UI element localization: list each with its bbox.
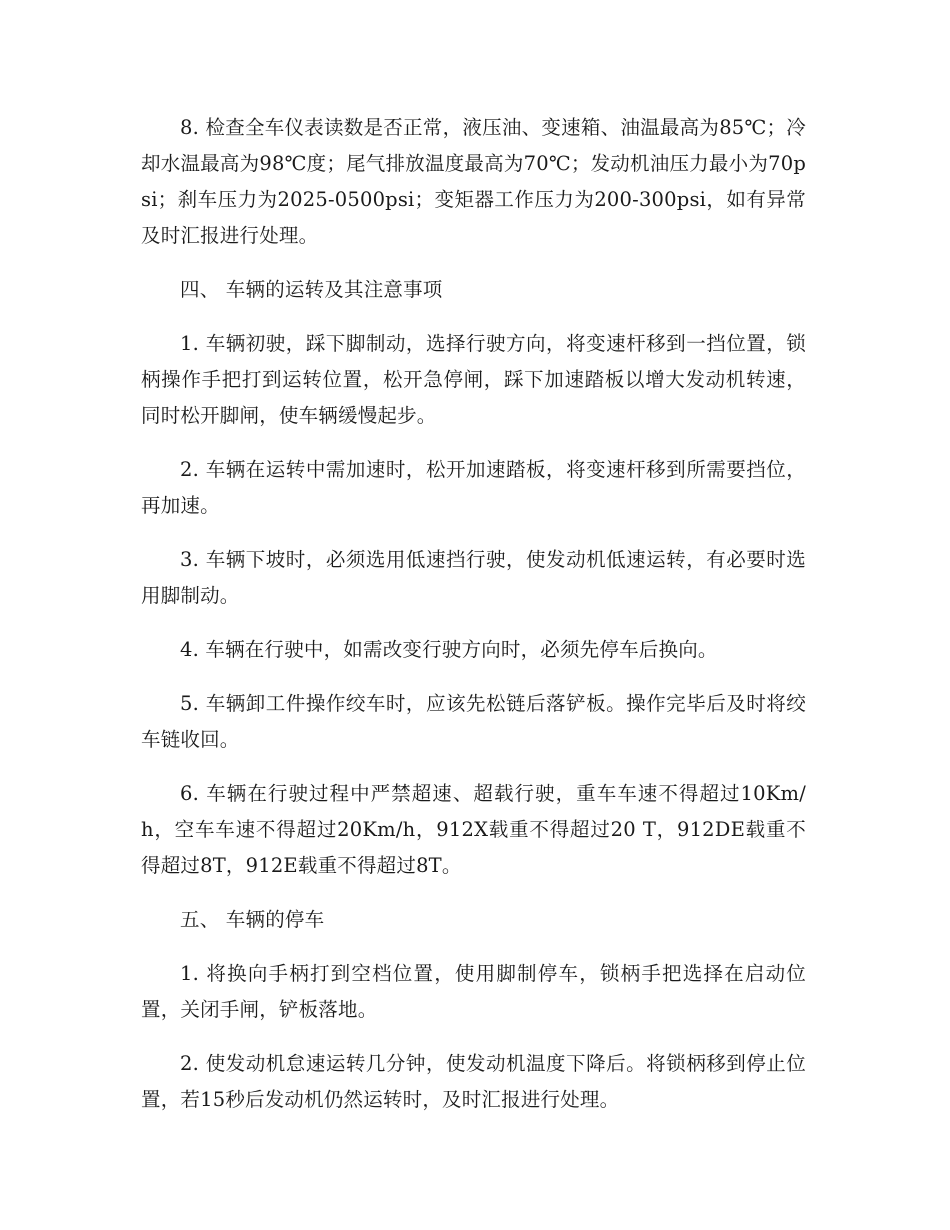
paragraph-2-accelerate: 2. 车辆在运转中需加速时，松开加速踏板，将变速杆移到所需要挡位，再加速。	[141, 458, 806, 517]
paragraph-8-instrument-check: 8. 检查全车仪表读数是否正常，液压油、变速箱、油温最高为85℃；冷却水温最高为98℃度；尾气排放温度最高为70℃；发动机油压力最小为70psi；刹车压力为2025-0500psi；变矩器工作压力为200-300psi，如有异常及时汇报进行处理。	[141, 116, 806, 247]
paragraph-1-start: 1. 车辆初驶，踩下脚制动，选择行驶方向，将变速杆移到一挡位置，锁柄操作手把打到运转位置，松开急停闸，踩下加速踏板以增大发动机转速，同时松开脚闸，使车辆缓慢起步。	[141, 332, 806, 427]
section-heading-5: 五、 车辆的停车	[180, 908, 325, 931]
paragraph-1-parking: 1. 将换向手柄打到空档位置，使用脚制停车，锁柄手把选择在启动位置，关闭手闸，铲板落地。	[141, 962, 806, 1021]
paragraph-6-speed-limit: 6. 车辆在行驶过程中严禁超速、超载行驶，重车车速不得超过10Km/h，空车车速不得超过20Km/h，912X载重不得超过20 T，912DE载重不得超过8T，912E载重不得超过8T。	[141, 782, 806, 877]
paragraph-2-engine-stop: 2. 使发动机怠速运转几分钟，使发动机温度下降后。将锁柄移到停止位置，若15秒后发动机仍然运转时，及时汇报进行处理。	[141, 1052, 806, 1111]
section-heading-4: 四、 车辆的运转及其注意事项	[180, 278, 443, 301]
paragraph-3-downhill: 3. 车辆下坡时，必须选用低速挡行驶，使发动机低速运转，有必要时选用脚制动。	[141, 548, 806, 607]
paragraph-4-reverse: 4. 车辆在行驶中，如需改变行驶方向时，必须先停车后换向。	[180, 638, 718, 661]
document-body	[141, 110, 806, 1136]
paragraph-5-winch: 5. 车辆卸工件操作绞车时，应该先松链后落铲板。操作完毕后及时将绞车链收回。	[141, 692, 806, 751]
